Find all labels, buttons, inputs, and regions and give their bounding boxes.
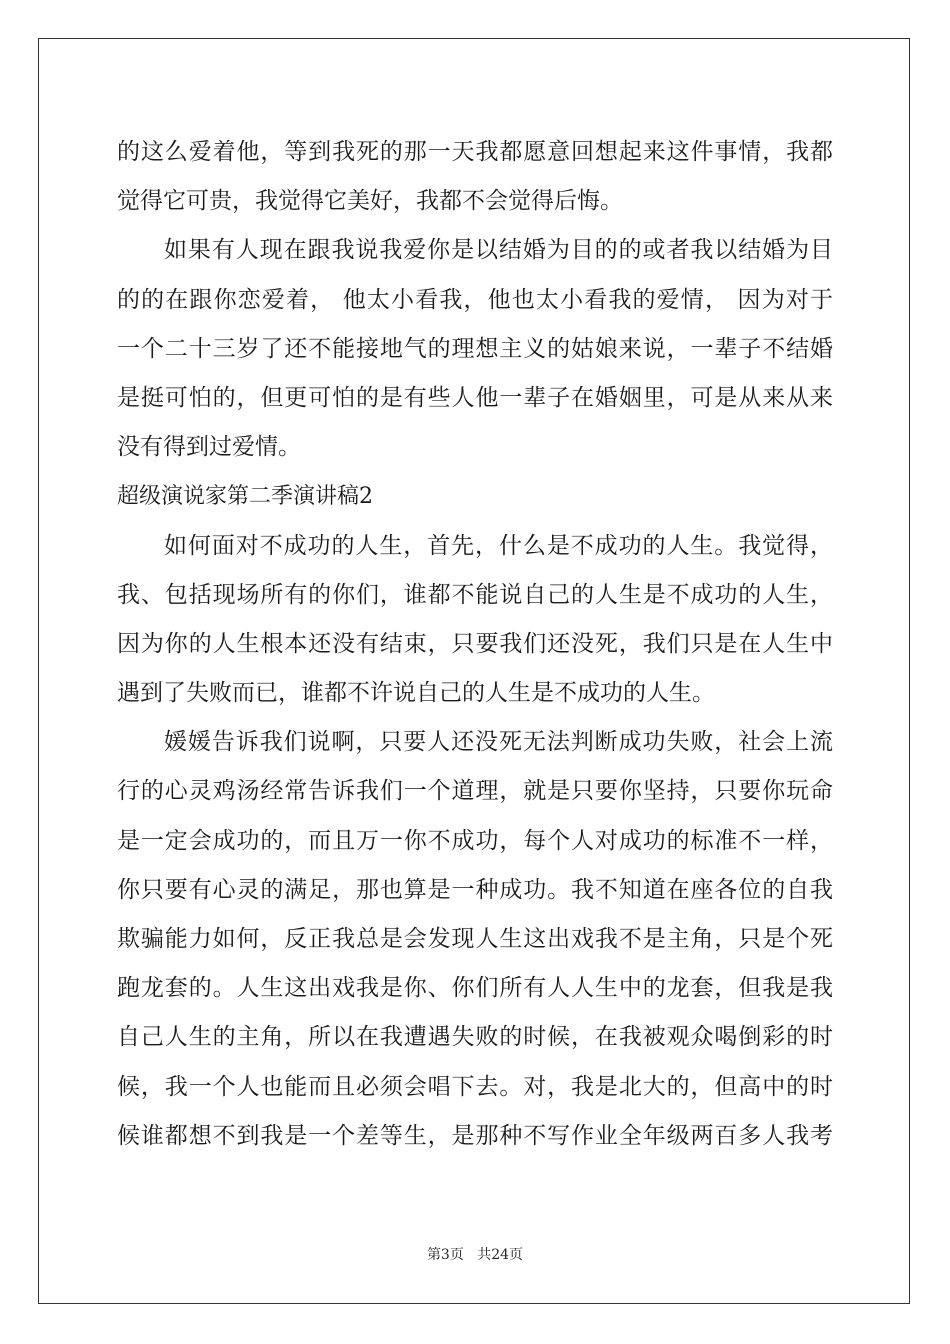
- text-line: 是一定会成功的，而且万一你不成功，每个人对成功的标准不一样，: [117, 827, 833, 854]
- text-line: 觉得它可贵，我觉得它美好，我都不会觉得后悔。: [117, 188, 623, 215]
- text-line: 欺骗能力如何，反正我总是会发现人生这出戏我不是主角，只是个死: [117, 926, 833, 952]
- footer-gap: [464, 1247, 477, 1263]
- section-heading: 超级演说家第二季演讲稿2: [117, 484, 373, 510]
- text-line: 候，我一个人也能而且必须会唱下去。对，我是北大的，但高中的时: [117, 1073, 833, 1100]
- text-line: 的的在跟你恋爱着， 他太小看我，他也太小看我的爱情， 因为对于: [117, 286, 833, 313]
- text-line: 候谁都想不到我是一个差等生，是那种不写作业全年级两百多人我考: [117, 1122, 833, 1149]
- text-line: 没有得到过爱情。: [117, 434, 301, 461]
- text-line: 一个二十三岁了还不能接地气的理想主义的姑娘来说，一辈子不结婚: [117, 335, 833, 362]
- document-body: [117, 128, 833, 1161]
- text-line: 是挺可怕的，但更可怕的是有些人他一辈子在婚姻里，可是从来从来: [117, 384, 833, 411]
- text-line: 你只要有心灵的满足，那也算是一种成功。我不知道在座各位的自我: [117, 876, 833, 903]
- text-line: 媛媛告诉我们说啊，只要人还没死无法判断成功失败，社会上流: [164, 729, 833, 756]
- page-number: 第3页: [426, 1247, 464, 1263]
- page-footer: [0, 1244, 950, 1264]
- text-line: 的这么爱着他，等到我死的那一天我都愿意回想起来这件事情，我都: [117, 139, 833, 165]
- text-line: 自己人生的主角，所以在我遭遇失败的时候，在我被观众喝倒彩的时: [117, 1024, 833, 1051]
- text-line: 遇到了失败而已，谁都不许说自己的人生是不成功的人生。: [117, 680, 715, 707]
- text-line: 跑龙套的。人生这出戏我是你、你们所有人人生中的龙套，但我是我: [117, 975, 833, 1002]
- text-line: 如何面对不成功的人生，首先，什么是不成功的人生。我觉得，: [164, 532, 833, 559]
- text-line: 我、包括现场所有的你们，谁都不能说自己的人生是不成功的人生，: [117, 581, 833, 608]
- text-line: 因为你的人生根本还没有结束，只要我们还没死，我们只是在人生中: [117, 630, 833, 657]
- page-total: 共24页: [477, 1247, 524, 1263]
- text-line: 行的心灵鸡汤经常告诉我们一个道理，就是只要你坚持，只要你玩命: [117, 778, 833, 805]
- text-line: 如果有人现在跟我说我爱你是以结婚为目的的或者我以结婚为目: [164, 237, 833, 264]
